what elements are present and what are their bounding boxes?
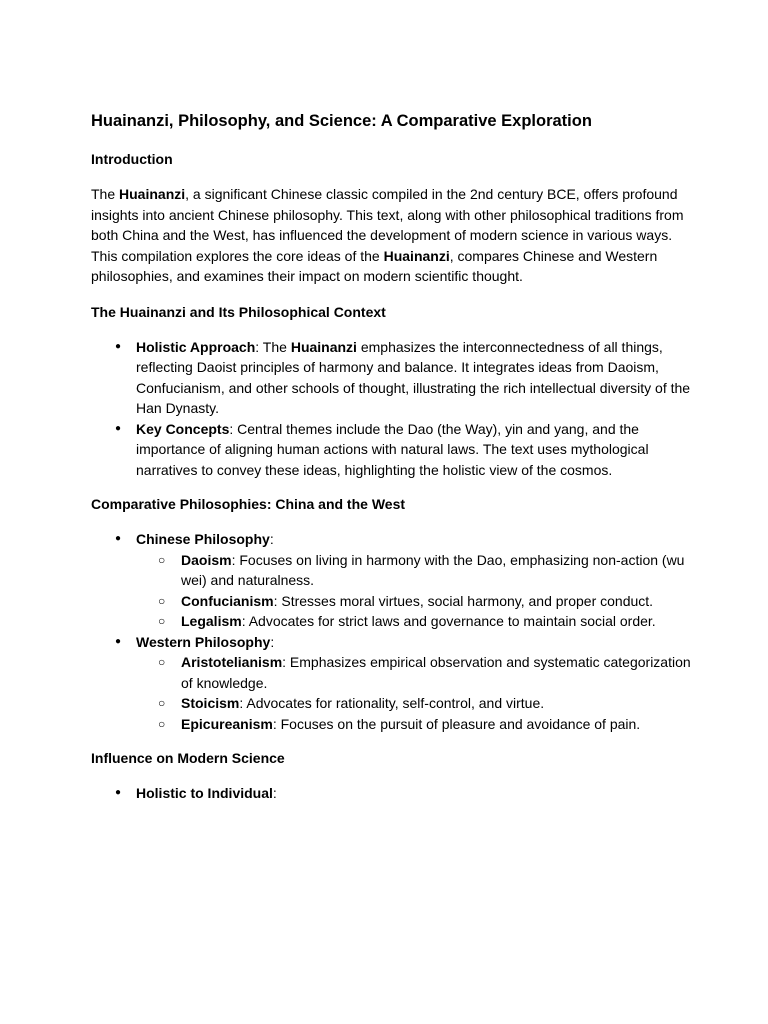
list-item xyxy=(91,419,691,481)
intro-huainanzi-term: Huainanzi xyxy=(119,186,186,202)
sub-list-item xyxy=(136,611,691,632)
bullet-icon: ● xyxy=(115,340,122,352)
document-title: Huainanzi, Philosophy, and Science: A Comparative Exploration xyxy=(91,112,592,130)
hollow-bullet-icon: ○ xyxy=(158,552,166,567)
sub-list-item xyxy=(136,550,691,591)
hollow-bullet-icon: ○ xyxy=(158,655,166,669)
sub-list-item-term: Confucianism xyxy=(181,592,274,609)
list-item-colon: : xyxy=(269,531,274,547)
introduction-paragraph xyxy=(91,184,691,287)
list-item xyxy=(91,337,691,419)
sub-list-item-text: : Focuses on living in harmony with the Dao, emphasizing non-action (wu wei) and naturalness. xyxy=(181,551,685,588)
list-item-text: : Central themes include the Dao (the Way), yin and yang, and the importance of aligning human actions with natural laws. The text uses mythological narratives to convey these ideas, highlighting the holistic view of the cosmos. xyxy=(136,420,649,478)
sub-list-item-text: : Advocates for rationality, self-control, and virtue. xyxy=(239,695,545,711)
sub-list-item xyxy=(136,591,691,612)
context-list xyxy=(91,337,691,481)
sub-list-item-term: Stoicism xyxy=(181,695,240,711)
list-item-text: : The xyxy=(255,338,291,355)
sub-list-item-term: Epicureanism xyxy=(181,715,273,732)
intro-text-1: , a significant Chinese classic compiled in the 2nd century BCE, offers profound insights into ancient Chinese philosophy. This text, along with other philosophical traditions from both China and the West, has influenced the development of modern science in various ways. This compilation explores the core ideas of the xyxy=(91,186,684,264)
intro-huainanzi-term-2: Huainanzi xyxy=(383,247,450,264)
list-item-term: Western Philosophy xyxy=(136,633,271,650)
sub-list-item-text: : Emphasizes empirical observation and systematic categorization of knowledge. xyxy=(181,654,691,691)
hollow-bullet-icon: ○ xyxy=(158,614,166,628)
sub-list-item-term: Legalism xyxy=(181,613,242,629)
hollow-bullet-icon: ○ xyxy=(158,696,166,710)
context-heading: The Huainanzi and Its Philosophical Context xyxy=(91,303,386,320)
sub-list xyxy=(136,550,691,632)
list-item-term: Chinese Philosophy xyxy=(136,531,270,547)
comparative-list xyxy=(91,529,691,734)
list-item-term: Holistic Approach xyxy=(136,338,256,355)
sub-list-item-term: Daoism xyxy=(181,551,232,568)
sub-list-item xyxy=(136,652,691,693)
introduction-heading: Introduction xyxy=(91,151,173,167)
sub-list-item-text: : Focuses on the pursuit of pleasure and avoidance of pain. xyxy=(272,715,641,732)
hollow-bullet-icon: ○ xyxy=(158,716,166,731)
bullet-icon: ● xyxy=(115,422,122,434)
list-item-colon: : xyxy=(272,785,277,801)
document-content xyxy=(91,111,691,804)
list-item xyxy=(91,632,691,735)
list-item-colon: : xyxy=(270,633,275,650)
list-item xyxy=(91,529,691,632)
sub-list-item xyxy=(136,714,691,735)
comparative-heading: Comparative Philosophies: China and the West xyxy=(91,496,406,512)
bullet-icon: ● xyxy=(115,635,122,647)
bullet-icon: ● xyxy=(115,787,122,798)
sub-list xyxy=(136,652,691,734)
hollow-bullet-icon: ○ xyxy=(158,593,166,608)
influence-heading: Influence on Modern Science xyxy=(91,750,285,766)
list-item-emphasis: Huainanzi xyxy=(290,338,357,355)
sub-list-item-text: : Advocates for strict laws and governance to maintain social order. xyxy=(241,613,656,629)
sub-list-item xyxy=(136,693,691,714)
list-item-term: Holistic to Individual xyxy=(136,785,273,801)
influence-list xyxy=(91,783,691,804)
intro-text-2: , compares Chinese and Western philosophies, and examines their impact on modern scientific thought. xyxy=(91,247,658,284)
list-item-term: Key Concepts xyxy=(136,420,230,437)
sub-list-item-text: : Stresses moral virtues, social harmony, and proper conduct. xyxy=(273,592,654,609)
intro-text-the: The xyxy=(91,186,120,202)
bullet-icon: ● xyxy=(115,533,122,544)
sub-list-item-term: Aristotelianism xyxy=(181,654,283,670)
list-item-text: emphasizes the interconnectedness of all things, reflecting Daoist principles of harmony and balance. It integrates ideas from Daoism, Confucianism, and other schools of thought, illustrating the rich intellectual diversity of the Han Dynasty. xyxy=(136,338,691,416)
list-item xyxy=(91,783,691,804)
